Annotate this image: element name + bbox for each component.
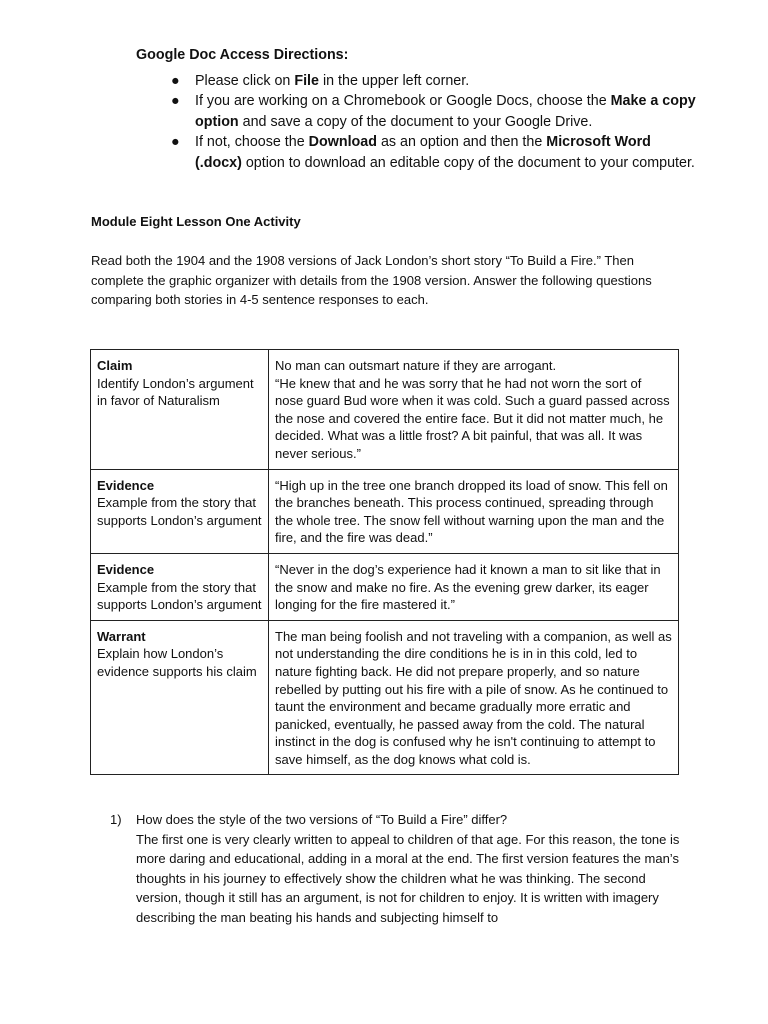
row-content-cell: [269, 620, 679, 775]
organizer-row-claim: [91, 350, 679, 470]
row-content-lead: No man can outsmart nature if they are arrogant.: [275, 358, 557, 373]
row-content-text: The man being foolish and not traveling with a companion, as well as not understanding the dire conditions he is in in this cold, led to nature fighting back. He did not prepare properly, and so nature rebelled by putting out his fire with a pile of snow. As he continued to taunt the environment and became gradually more erratic and panicked, eventually, he passed away from the cold. The natural instinct in the dog is confused why he isn't continuing to attempt to save himself, as the dog knows what cold is.: [275, 628, 672, 767]
row-label-cell: [91, 350, 269, 470]
row-label-description: Identify London’s argument in favor of Naturalism: [97, 375, 254, 409]
organizer-row-warrant: [91, 620, 679, 775]
row-label-title: Evidence: [97, 561, 155, 577]
row-content-cell: [269, 350, 679, 470]
row-content-text: “Never in the dog’s experience had it known a man to sit like that in the snow and make no fire. As the evening grew darker, its eager longing for the fire mastered it.”: [275, 561, 661, 613]
organizer-row-evidence: [91, 553, 679, 620]
activity-instructions: Read both the 1904 and the 1908 versions of Jack London’s short story “To Build a Fire.” Then complete the graphic organizer with details from the 1908 version. Answer the following questions comparing both stories in 4-5 sentence responses to each.: [91, 253, 652, 307]
row-label-cell: [91, 469, 269, 553]
row-label-description: Example from the story that supports London’s argument: [97, 495, 262, 528]
question-item: [136, 810, 685, 927]
answer-text: The first one is very clearly written to appeal to children of that age. For this reason, the tone is more daring and educational, adding in a moral at the end. The first version features the man’s thoughts in his journey to effectively show the children what he was thinking. The second version, though it still has an argument, is not for children to enjoy. It is written with imagery describing the man beating his hands and subjecting himself to: [136, 831, 680, 925]
bullet-dot-icon: ●: [171, 93, 180, 109]
questions-list: [110, 810, 685, 927]
bullet-dot-icon: ●: [171, 134, 180, 150]
row-label-cell: [91, 620, 269, 775]
module-title: Module Eight Lesson One Activity: [91, 214, 301, 229]
row-content-cell: [269, 469, 679, 553]
access-directions-title: Google Doc Access Directions:: [136, 47, 349, 63]
row-label-description: Explain how London’s evidence supports his claim: [97, 646, 257, 679]
question-number: 1): [110, 812, 122, 827]
row-content-cell: [269, 553, 679, 620]
row-content-text: “He knew that and he was sorry that he had not worn the sort of nose guard Bud wore when it was cold. Such a guard passed across the nose and covered the entire face. But it did not matter much, he decided. What was a little frost? A bit painful, that was all. It was never serious.”: [275, 375, 670, 461]
row-label-title: Warrant: [97, 628, 146, 644]
row-label-title: Evidence: [97, 477, 155, 493]
question-text: How does the style of the two versions of “To Build a Fire” differ?: [136, 812, 508, 827]
access-bullet: ● If you are working on a Chromebook or Google Docs, choose the Make a copy option and save a copy of the document to your Google Drive.: [171, 93, 696, 130]
access-directions: [136, 45, 696, 173]
organizer-row-evidence: [91, 469, 679, 553]
bullet-dot-icon: ●: [171, 72, 180, 89]
access-directions-list: [136, 71, 696, 174]
access-bullet: ● If not, choose the Download as an option and then the Microsoft Word (.docx) option to download an editable copy of the document to your computer.: [171, 134, 695, 171]
row-label-description: Example from the story that supports London’s argument: [97, 579, 262, 613]
row-label-cell: [91, 553, 269, 620]
row-label-title: Claim: [97, 358, 133, 373]
graphic-organizer-table: [90, 349, 679, 775]
access-bullet: ● Please click on File in the upper left corner.: [136, 71, 696, 92]
row-content-text: “High up in the tree one branch dropped its load of snow. This fell on the branches beneath. This process continued, spreading through the whole tree. The snow fell without warning upon the man and the fire, and the fire was dead.”: [275, 477, 668, 546]
